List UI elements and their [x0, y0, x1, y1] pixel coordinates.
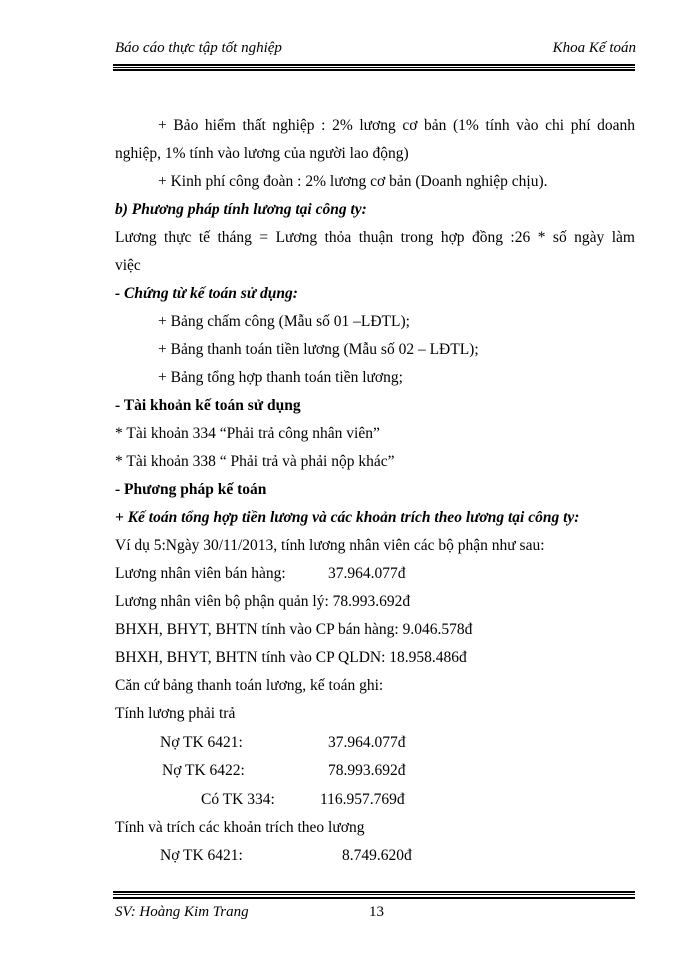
sales-salary-value: 37.964.077đ [328, 565, 406, 582]
management-salary-line: Lương nhân viên bộ phận quản lý: 78.993.692đ [115, 593, 411, 610]
entry-value: 37.964.077đ [328, 734, 406, 751]
unemployment-insurance-cont: nghiệp, 1% tính vào lương của người lao động) [115, 145, 409, 162]
header-department: Khoa Kế toán [552, 40, 636, 56]
header-rule [113, 64, 635, 71]
example-line: Ví dụ 5:Ngày 30/11/2013, tính lương nhân viên các bộ phận như sau: [115, 537, 545, 554]
document-item: + Bảng tổng hợp thanh toán tiền lương; [158, 369, 403, 386]
footer-student-name: SV: Hoàng Kim Trang [115, 904, 249, 920]
document-item: + Bảng thanh toán tiền lương (Mẫu số 02 – LĐTL); [158, 341, 479, 358]
footer-rule [113, 891, 635, 899]
entry-value: 78.993.692đ [328, 762, 406, 779]
summary-heading: + Kế toán tổng hợp tiền lương và các khoản trích theo lương tại công ty: [115, 509, 580, 526]
salary-formula-cont: việc [115, 257, 141, 274]
deduction-entry-value: 8.749.620đ [342, 847, 412, 864]
insurance-management-line: BHXH, BHYT, BHTN tính vào CP QLDN: 18.958.486đ [115, 649, 467, 666]
entry-label: Nợ TK 6422: [162, 762, 245, 779]
sales-salary-label: Lương nhân viên bán hàng: [115, 565, 286, 582]
page-number: 13 [369, 904, 384, 920]
document-item: + Bảng chấm công (Mẫu số 01 –LĐTL); [158, 313, 410, 330]
entry-label: Có TK 334: [201, 791, 275, 808]
account-item: * Tài khoản 334 “Phải trả công nhân viên” [115, 425, 380, 442]
accounts-heading: - Tài khoản kế toán sử dụng [115, 397, 301, 414]
payable-heading: Tính lương phải trả [115, 705, 236, 722]
deductions-heading: Tính và trích các khoản trích theo lương [115, 819, 365, 836]
basis-line: Căn cứ bảng thanh toán lương, kế toán ghi: [115, 677, 384, 694]
insurance-sales-line: BHXH, BHYT, BHTN tính vào CP bán hàng: 9.046.578đ [115, 621, 473, 638]
section-b-heading: b) Phương pháp tính lương tại công ty: [115, 201, 367, 218]
entry-value: 116.957.769đ [320, 791, 405, 808]
header-report-title: Báo cáo thực tập tốt nghiệp [115, 40, 282, 56]
documents-heading: - Chứng từ kế toán sử dụng: [115, 285, 298, 302]
salary-formula-line: Lương thực tế tháng = Lương thỏa thuận trong hợp đồng :26 * số ngày làm [115, 229, 635, 246]
method-heading: - Phương pháp kế toán [115, 481, 267, 498]
entry-label: Nợ TK 6421: [160, 734, 243, 751]
account-item: * Tài khoản 338 “ Phải trả và phải nộp khác” [115, 453, 395, 470]
union-fee-line: + Kinh phí công đoàn : 2% lương cơ bản (Doanh nghiệp chịu). [158, 173, 548, 190]
deduction-entry-label: Nợ TK 6421: [160, 847, 243, 864]
unemployment-insurance-line: + Bảo hiểm thất nghiệp : 2% lương cơ bản (1% tính vào chi phí doanh [158, 117, 635, 134]
